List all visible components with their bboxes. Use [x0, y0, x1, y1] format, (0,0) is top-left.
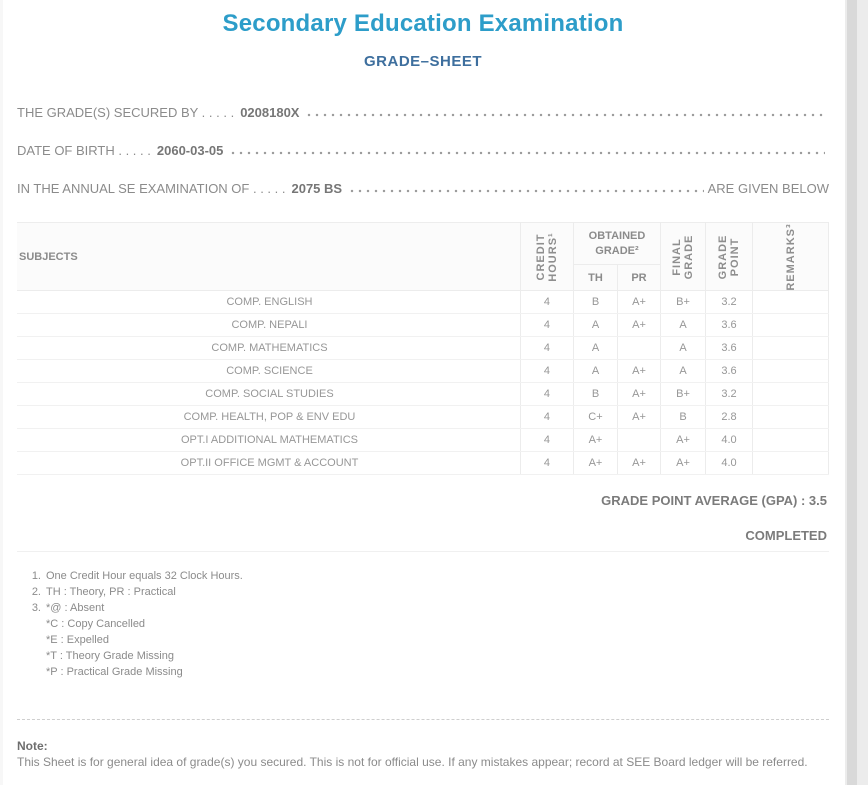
- footnote-text: *E : Expelled: [46, 634, 109, 646]
- pr-grade-cell: A+: [617, 452, 660, 475]
- final-grade-cell: A: [661, 337, 706, 360]
- final-grade-cell: A: [661, 314, 706, 337]
- subject-cell: OPT.II OFFICE MGMT & ACCOUNT: [17, 452, 520, 475]
- th-grade-cell: A: [573, 337, 617, 360]
- scrollbar[interactable]: [847, 0, 857, 785]
- table-row: [17, 360, 829, 383]
- footnote-text: One Credit Hour equals 32 Clock Hours.: [46, 570, 243, 582]
- footnote-text: TH : Theory, PR : Practical: [46, 586, 176, 598]
- remarks-cell: [753, 383, 829, 406]
- final-grade-cell: A+: [661, 429, 706, 452]
- footnote-number: [25, 616, 41, 632]
- info-line-date-of-birth: [17, 143, 829, 158]
- footnote-item: [25, 616, 829, 632]
- field-label: DATE OF BIRTH . . . . .: [17, 143, 151, 158]
- grade-point-cell: 3.2: [706, 383, 753, 406]
- credit-cell: 4: [520, 337, 573, 360]
- credit-cell: 4: [520, 406, 573, 429]
- remarks-cell: [753, 452, 829, 475]
- pr-grade-cell: A+: [617, 383, 660, 406]
- footnote-item: [25, 632, 829, 648]
- dashed-divider: [17, 719, 829, 720]
- pr-grade-cell: A+: [617, 406, 660, 429]
- table-row: [17, 452, 829, 475]
- footnotes: [17, 568, 829, 680]
- remarks-cell: [753, 337, 829, 360]
- footnote-item: [25, 664, 829, 680]
- info-line-exam-year: [17, 181, 829, 196]
- final-grade-cell: B+: [661, 383, 706, 406]
- final-grade-cell: A: [661, 360, 706, 383]
- table-row: [17, 291, 829, 314]
- header-remarks: REMARKS³: [753, 223, 829, 291]
- header-subjects: SUBJECTS: [17, 223, 520, 291]
- field-suffix-label: ARE GIVEN BELOW: [707, 181, 829, 196]
- table-row: [17, 383, 829, 406]
- footnote-item: [25, 600, 829, 616]
- grade-point-cell: 3.6: [706, 360, 753, 383]
- footnote-item: [25, 648, 829, 664]
- remarks-cell: [753, 314, 829, 337]
- header-th: TH: [573, 265, 617, 291]
- field-label: THE GRADE(S) SECURED BY . . . . .: [17, 105, 235, 120]
- dotted-filler: [348, 189, 704, 194]
- grade-point-cell: 2.8: [706, 406, 753, 429]
- footnote-number: 2.: [31, 586, 41, 598]
- symbol-number-value: 0208180X: [240, 105, 300, 120]
- footnote-item: [25, 568, 829, 584]
- final-grade-cell: A+: [661, 452, 706, 475]
- footnote-text: *@ : Absent: [46, 602, 105, 614]
- date-of-birth-value: 2060-03-05: [156, 143, 224, 158]
- remarks-cell: [753, 360, 829, 383]
- grade-point-cell: 3.6: [706, 337, 753, 360]
- footnote-number: 1.: [31, 570, 41, 582]
- footnote-number: [25, 632, 41, 648]
- pr-grade-cell: A+: [617, 314, 660, 337]
- pr-grade-cell: A+: [617, 291, 660, 314]
- grade-point-cell: 3.6: [706, 314, 753, 337]
- th-grade-cell: B: [573, 291, 617, 314]
- subject-cell: OPT.I ADDITIONAL MATHEMATICS: [17, 429, 520, 452]
- pr-grade-cell: A+: [617, 360, 660, 383]
- pr-grade-cell: [617, 337, 660, 360]
- note-text: This Sheet is for general idea of grade(s) you secured. This is not for official use. If any mistakes appear; record at SEE Board ledger will be referred.: [17, 755, 808, 769]
- th-grade-cell: B: [573, 383, 617, 406]
- footnote-number: [25, 648, 41, 664]
- header-final-grade: FINAL GRADE: [661, 223, 706, 291]
- note-heading: Note:: [17, 739, 48, 753]
- header-credit-hours: CREDIT HOURS¹: [520, 223, 573, 291]
- remarks-cell: [753, 406, 829, 429]
- final-grade-cell: B+: [661, 291, 706, 314]
- completion-status: COMPLETED: [745, 528, 827, 543]
- footnote-item: [25, 584, 829, 600]
- note-section: [17, 739, 829, 770]
- footnote-text: *T : Theory Grade Missing: [46, 650, 174, 662]
- subject-cell: COMP. ENGLISH: [17, 291, 520, 314]
- credit-cell: 4: [520, 429, 573, 452]
- page-title: Secondary Education Examination: [222, 10, 624, 37]
- page-subtitle: GRADE–SHEET: [363, 53, 483, 70]
- dotted-filler: [229, 151, 825, 156]
- footnote-number: 3.: [31, 602, 41, 614]
- th-grade-cell: A: [573, 314, 617, 337]
- credit-cell: 4: [520, 452, 573, 475]
- table-row: [17, 314, 829, 337]
- header-obtained-grade: OBTAINED GRADE²: [573, 223, 660, 265]
- pr-grade-cell: [617, 429, 660, 452]
- grades-table: [17, 222, 829, 475]
- credit-cell: 4: [520, 314, 573, 337]
- subject-cell: COMP. MATHEMATICS: [17, 337, 520, 360]
- exam-year-value: 2075 BS: [291, 181, 343, 196]
- credit-cell: 4: [520, 383, 573, 406]
- subject-cell: COMP. HEALTH, POP & ENV EDU: [17, 406, 520, 429]
- result-summary: [17, 475, 829, 552]
- table-row: [17, 406, 829, 429]
- grade-point-cell: 4.0: [706, 452, 753, 475]
- table-row: [17, 429, 829, 452]
- credit-cell: 4: [520, 360, 573, 383]
- subject-cell: COMP. NEPALI: [17, 314, 520, 337]
- remarks-cell: [753, 291, 829, 314]
- th-grade-cell: C+: [573, 406, 617, 429]
- credit-cell: 4: [520, 291, 573, 314]
- gpa-text: GRADE POINT AVERAGE (GPA) : 3.5: [601, 493, 827, 508]
- header-grade-point: GRADE POINT: [706, 223, 753, 291]
- dotted-filler: [305, 113, 825, 118]
- field-label: IN THE ANNUAL SE EXAMINATION OF . . . . .: [17, 181, 286, 196]
- subject-cell: COMP. SOCIAL STUDIES: [17, 383, 520, 406]
- th-grade-cell: A: [573, 360, 617, 383]
- header-pr: PR: [617, 265, 660, 291]
- table-row: [17, 337, 829, 360]
- th-grade-cell: A+: [573, 429, 617, 452]
- subject-cell: COMP. SCIENCE: [17, 360, 520, 383]
- footnote-number: [25, 664, 41, 680]
- footnote-text: *C : Copy Cancelled: [46, 618, 146, 630]
- remarks-cell: [753, 429, 829, 452]
- info-line-grades-secured-by: [17, 105, 829, 120]
- grade-point-cell: 3.2: [706, 291, 753, 314]
- grade-point-cell: 4.0: [706, 429, 753, 452]
- th-grade-cell: A+: [573, 452, 617, 475]
- final-grade-cell: B: [661, 406, 706, 429]
- footnote-text: *P : Practical Grade Missing: [46, 666, 183, 678]
